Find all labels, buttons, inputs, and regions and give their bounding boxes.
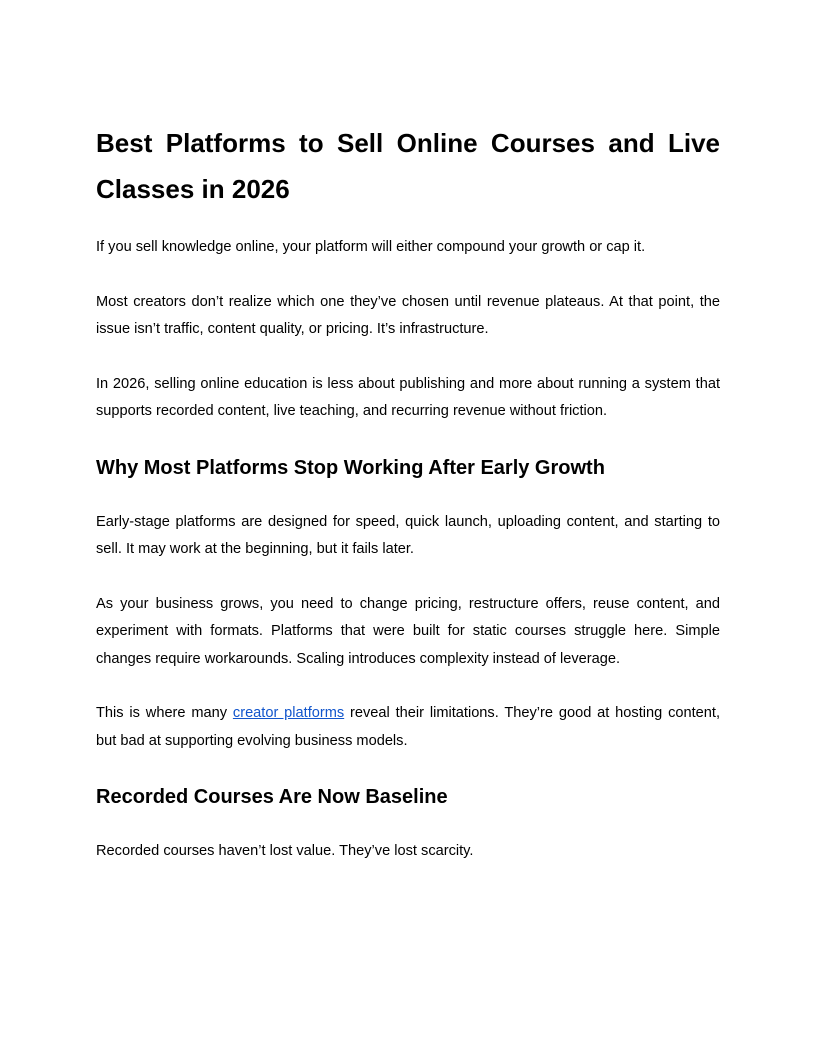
intro-paragraph-2: Most creators don’t realize which one they’ve chosen until revenue plateaus. At that point, the issue isn’t traffic, content quality, or pricing. It’s infrastructure.	[96, 293, 720, 337]
intro-paragraph-1: If you sell knowledge online, your platform will either compound your growth or cap it.	[96, 239, 646, 255]
recorded-courses-paragraph-1: Recorded courses haven’t lost value. They’ve lost scarcity.	[96, 843, 474, 859]
early-growth-paragraph-3	[96, 700, 720, 755]
section-heading-recorded-courses: Recorded Courses Are Now Baseline	[96, 786, 448, 808]
early-growth-paragraph-1: Early-stage platforms are designed for speed, quick launch, uploading content, and starting to sell. It may work at the beginning, but it fails later.	[96, 513, 720, 557]
early-growth-paragraph-2: As your business grows, you need to change pricing, restructure offers, reuse content, and experiment with formats. Platforms that were built for static courses struggle here. Simple changes require workarounds. Scaling introduces complexity instead of leverage.	[96, 595, 720, 667]
section-heading-early-growth: Why Most Platforms Stop Working After Early Growth	[96, 456, 605, 479]
intro-paragraph-3: In 2026, selling online education is less about publishing and more about running a system that supports recorded content, live teaching, and recurring revenue without friction.	[96, 375, 720, 419]
creator-platforms-link[interactable]: creator platforms	[232, 705, 345, 721]
page-title: Best Platforms to Sell Online Courses and Live Classes in 2026	[96, 128, 720, 204]
document-page	[96, 112, 720, 866]
paragraph-text-before-link: This is where many	[96, 705, 233, 721]
paragraph-text-after-link: reveal their limitations. They’re good at hosting content, but bad at supporting evolving business models.	[96, 705, 720, 749]
